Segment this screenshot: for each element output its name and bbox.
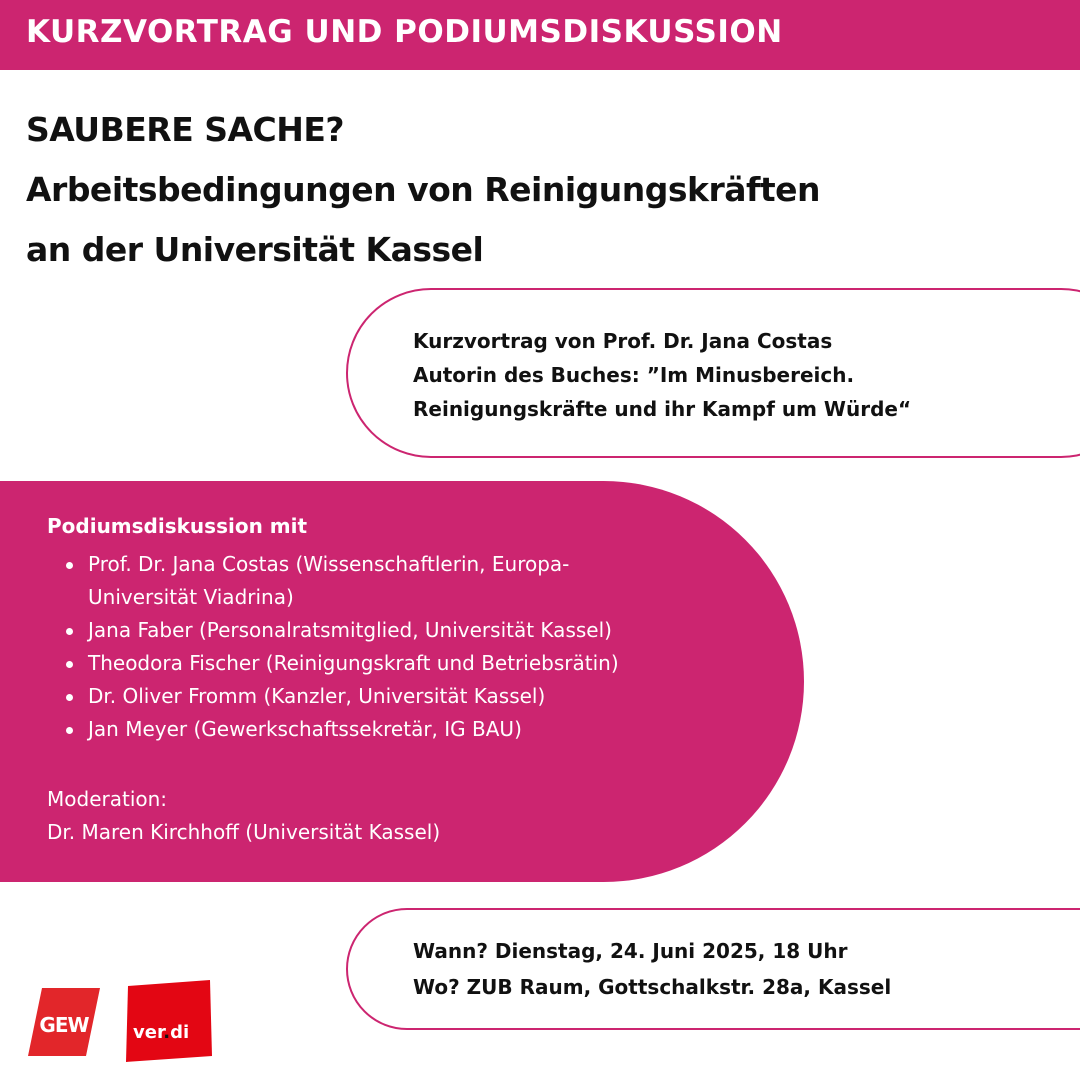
bullet-icon: [66, 727, 73, 734]
verdi-logo: [126, 980, 212, 1062]
participant-line: Jana Faber (Personalratsmitglied, Universität Kassel): [88, 618, 612, 642]
verdi-logo-text: [133, 1022, 189, 1043]
participant-line: Prof. Dr. Jana Costas (Wissenschaftlerin, Europa-: [88, 552, 570, 576]
participant-line: Jan Meyer (Gewerkschaftssekretär, IG BAU): [88, 717, 522, 741]
moderation-label: Moderation:: [47, 787, 168, 811]
participant-line: Dr. Oliver Fromm (Kanzler, Universität Kassel): [88, 684, 546, 708]
event-when: Wann? Dienstag, 24. Juni 2025, 18 Uhr: [413, 939, 848, 963]
verdi-logo-left: ver: [133, 1022, 164, 1043]
moderation-info: [47, 783, 440, 849]
bullet-icon: [66, 562, 73, 569]
bullet-icon: [66, 661, 73, 668]
title-line-3: an der Universität Kassel: [26, 230, 484, 269]
title-line-2: Arbeitsbedingungen von Reinigungskräften: [26, 170, 821, 209]
event-where: Wo? ZUB Raum, Gottschalkstr. 28a, Kassel: [413, 975, 892, 999]
list-item: [88, 647, 619, 680]
gew-logo-text: GEW: [39, 1013, 89, 1037]
list-item: [88, 713, 619, 746]
list-item: [88, 548, 619, 614]
list-item: [88, 680, 619, 713]
list-item: [88, 614, 619, 647]
panel-heading: Podiumsdiskussion mit: [47, 514, 308, 538]
lecture-line-2: Autorin des Buches: ”Im Minusbereich.: [413, 363, 855, 387]
lecture-line-3: Reinigungskräfte und ihr Kampf um Würde“: [413, 397, 912, 421]
lecture-info: [413, 324, 911, 426]
gew-logo: [28, 988, 100, 1056]
participant-list: [88, 548, 619, 746]
banner-title: KURZVORTRAG UND PODIUMSDISKUSSION: [26, 14, 783, 50]
moderation-name: Dr. Maren Kirchhoff (Universität Kassel): [47, 820, 441, 844]
participant-line: Theodora Fischer (Reinigungskraft und Betriebsrätin): [88, 651, 619, 675]
title-line-1: SAUBERE SACHE?: [26, 110, 345, 149]
bullet-icon: [66, 628, 73, 635]
event-title: [26, 100, 820, 280]
verdi-logo-shape: [126, 980, 212, 1062]
event-details: [413, 933, 891, 1005]
verdi-logo-right: di: [170, 1022, 190, 1043]
verdi-logo-dot: .: [163, 1022, 171, 1043]
lecture-line-1: Kurzvortrag von Prof. Dr. Jana Costas: [413, 329, 833, 353]
participant-line: Universität Viadrina): [88, 585, 294, 609]
bullet-icon: [66, 694, 73, 701]
